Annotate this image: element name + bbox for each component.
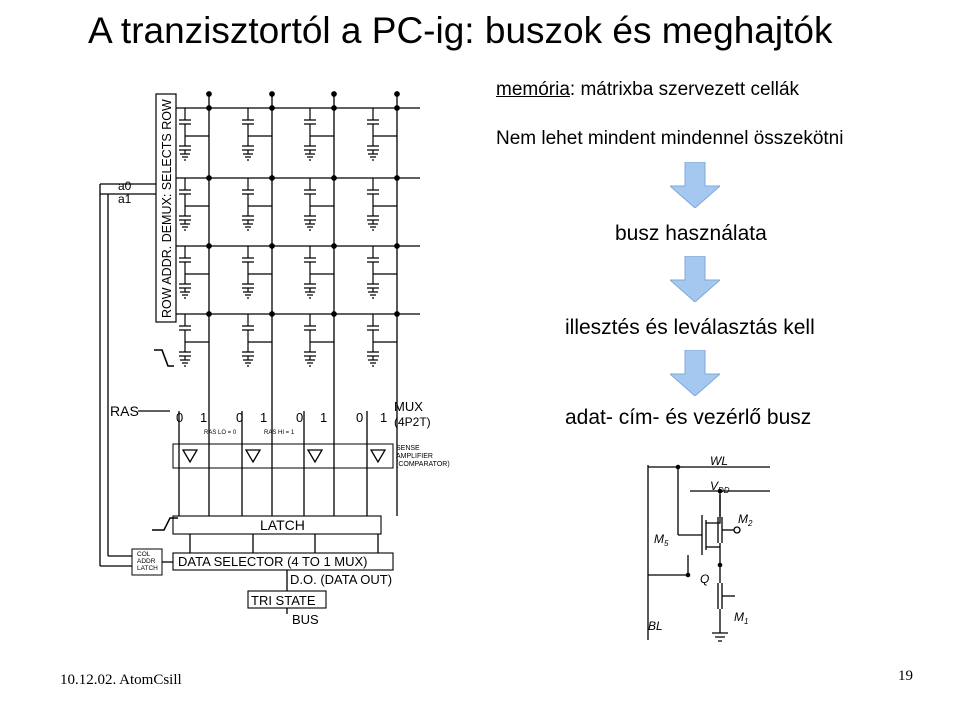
m2-m: M <box>738 512 748 526</box>
data-selector-label: DATA SELECTOR (4 TO 1 MUX) <box>178 554 368 569</box>
wire-junction <box>332 176 336 180</box>
m1-m: M <box>734 610 744 624</box>
memory-cell <box>179 178 209 230</box>
mux-state-digit: 0 <box>296 410 304 425</box>
sense-label: SENSE <box>396 445 420 452</box>
wire-junction <box>395 92 399 96</box>
wire-junction <box>395 244 399 248</box>
bus-label: BUS <box>292 612 319 627</box>
wire-junction <box>270 244 274 248</box>
down-arrow-2 <box>670 256 720 302</box>
sense-amp-triangle <box>371 450 385 462</box>
sense-amp-triangle <box>246 450 260 462</box>
memory-cell <box>242 178 272 230</box>
mux-state-digit: 1 <box>320 410 328 425</box>
wire-junction <box>395 176 399 180</box>
tri-state-label: TRI STATE <box>251 593 316 608</box>
memory-line <box>496 79 799 101</box>
m1-sub: 1 <box>744 617 749 626</box>
wl-label: WL <box>710 455 728 468</box>
memory-cell <box>242 108 272 160</box>
row-demux-label: ROW ADDR. DEMUX: SELECTS ROW <box>160 99 174 318</box>
addr-a0-label: a0 <box>118 179 132 193</box>
sense-amp-triangle <box>183 450 197 462</box>
wire-junction <box>332 106 336 110</box>
vdd-label <box>710 479 730 495</box>
memory-cell-symbol <box>179 246 209 298</box>
footer-date-author: 10.12.02. AtomCsill <box>60 672 182 688</box>
wire-junction <box>332 312 336 316</box>
vdd-v: V <box>710 479 719 493</box>
memory-cell <box>304 246 334 298</box>
memory-cell-symbol <box>242 246 272 298</box>
data-out-label: D.O. (DATA OUT) <box>290 572 393 587</box>
memory-cell-symbol <box>367 178 397 230</box>
memory-cell-symbol <box>179 178 209 230</box>
memory-cell <box>179 314 209 366</box>
ras-edge-symbol <box>154 350 174 366</box>
down-arrow-1 <box>670 162 720 208</box>
m2-sub: 2 <box>748 519 753 528</box>
ras-lo-label: RAS LO = 0 <box>204 430 237 436</box>
wire-junction <box>332 92 336 96</box>
latch-label: LATCH <box>260 517 305 533</box>
wire-junction <box>207 176 211 180</box>
wire-junction <box>270 92 274 96</box>
wire-junction <box>207 92 211 96</box>
wire-junction <box>270 312 274 316</box>
wire-junction <box>207 244 211 248</box>
buses-line: adat- cím- és vezérlő busz <box>565 406 812 429</box>
memory-rest: : mátrixba szervezett cellák <box>569 79 800 100</box>
wire-junction <box>270 106 274 110</box>
wire-junction <box>332 244 336 248</box>
bus-usage-line: busz használata <box>615 222 767 245</box>
footer-page-number: 19 <box>898 668 913 684</box>
dram-cells <box>179 108 397 366</box>
memory-cell-symbol <box>179 108 209 160</box>
mux-state-digit: 1 <box>260 410 268 425</box>
wire-junction <box>207 312 211 316</box>
memory-cell <box>304 108 334 160</box>
memory-cell-symbol <box>304 108 334 160</box>
mux-state-digit: 1 <box>200 410 208 425</box>
wire-junction <box>395 312 399 316</box>
memory-cell-symbol <box>242 178 272 230</box>
dram-matrix-diagram <box>60 66 460 632</box>
memory-cell-symbol <box>304 314 334 366</box>
memory-cell-symbol <box>367 314 397 366</box>
q-label: Q <box>700 572 710 586</box>
m5-sub: 5 <box>664 539 669 548</box>
memory-cell <box>179 108 209 160</box>
memory-cell-symbol <box>304 246 334 298</box>
memory-cell <box>367 246 397 298</box>
memory-cell-symbol <box>242 314 272 366</box>
cannot-connect-line: Nem lehet mindent mindennel összekötni <box>496 128 844 149</box>
vdd-sub: DD <box>718 486 730 495</box>
isolation-line: illesztés és leválasztás kell <box>565 316 815 339</box>
mux-state-digit: 1 <box>380 410 388 425</box>
slide-title: A tranzisztortól a PC-ig: buszok és meghajtók <box>88 10 833 51</box>
mux-state-digit: 0 <box>356 410 364 425</box>
memory-cell <box>179 246 209 298</box>
mux-label: MUX <box>394 399 423 414</box>
wire-junction <box>270 176 274 180</box>
ras-label: RAS <box>110 403 139 419</box>
latch-small-label: LATCH <box>137 565 158 572</box>
addr-a1-label: a1 <box>118 192 132 206</box>
memory-cell <box>304 178 334 230</box>
addr-label: ADDR <box>137 558 156 565</box>
bl-label: BL <box>648 619 663 633</box>
dram-wiring <box>100 92 420 614</box>
sram-cell-schematic <box>630 455 770 655</box>
comparator-label: (COMPARATOR) <box>396 461 450 468</box>
m5-label <box>654 532 669 548</box>
memory-word: memória <box>496 79 570 100</box>
m1-label <box>734 610 748 626</box>
memory-cell-symbol <box>367 108 397 160</box>
amplifier-label: AMPLIFIER <box>396 453 433 460</box>
col-label: COL <box>137 551 151 558</box>
wire-junction <box>207 106 211 110</box>
down-arrow-3 <box>670 350 720 396</box>
memory-cell <box>367 314 397 366</box>
memory-cell-symbol <box>179 314 209 366</box>
memory-cell <box>367 108 397 160</box>
memory-cell-symbol <box>242 108 272 160</box>
wire-junction <box>395 106 399 110</box>
m5-m: M <box>654 532 664 546</box>
memory-cell <box>304 314 334 366</box>
memory-cell-symbol <box>304 178 334 230</box>
sense-amp-triangle <box>308 450 322 462</box>
memory-cell <box>242 314 272 366</box>
memory-cell-symbol <box>367 246 397 298</box>
mux-sub-label: (4P2T) <box>394 415 431 429</box>
mux-switch-states <box>176 410 387 425</box>
ras-hi-label: RAS HI = 1 <box>264 430 295 436</box>
memory-cell <box>242 246 272 298</box>
mux-state-digit: 0 <box>176 410 184 425</box>
mux-state-digit: 0 <box>236 410 244 425</box>
sense-amp-box <box>173 444 393 468</box>
m2-label <box>738 512 753 528</box>
memory-cell <box>367 178 397 230</box>
